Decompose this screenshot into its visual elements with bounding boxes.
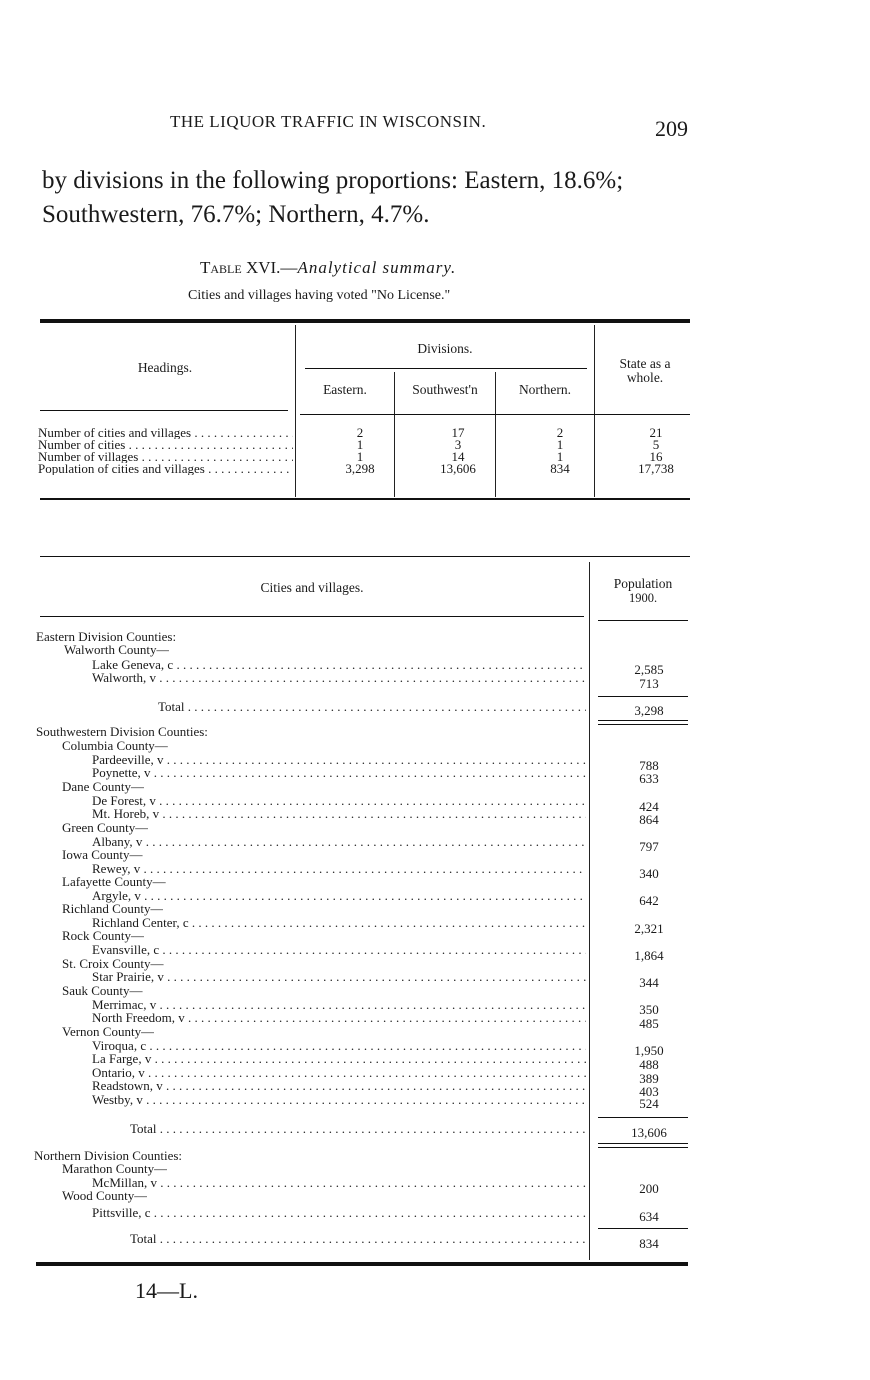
places-underline	[40, 616, 584, 617]
cell-state: 5	[652, 437, 660, 452]
place-population: 340	[639, 866, 659, 881]
total-row: Total . . .	[130, 1232, 586, 1246]
county-heading: Iowa County—	[62, 848, 143, 862]
col-state: State as a whole.	[619, 356, 671, 385]
total-row: Total . . .	[158, 700, 586, 714]
cell-eastern: 2	[356, 425, 364, 440]
place-population: 864	[639, 812, 659, 827]
place-row: McMillan, v . . .	[92, 1176, 586, 1190]
cell-southwest: 3	[454, 437, 462, 452]
cell-northern: 834	[550, 461, 570, 476]
place-population: 2,585	[634, 662, 664, 677]
cell-southwest: 14	[451, 449, 465, 464]
county-heading: Dane County—	[62, 780, 144, 794]
place-population: 642	[639, 893, 659, 908]
table1-top-rule	[40, 319, 690, 323]
table2-bottom-rule	[36, 1262, 688, 1266]
total-population: 13,606	[631, 1125, 667, 1140]
place-population: 485	[639, 1016, 659, 1031]
total-population: 3,298	[634, 703, 664, 718]
place-population: 788	[639, 758, 659, 773]
cell-eastern: 1	[356, 437, 364, 452]
place-population: 200	[639, 1181, 659, 1196]
place-row: Star Prairie, v . . .	[92, 970, 586, 984]
cell-southwest: 13,606	[440, 461, 476, 476]
place-row: Westby, v . . .	[92, 1093, 586, 1107]
cell-eastern: 1	[356, 449, 364, 464]
place-row: Rewey, v . . .	[92, 862, 586, 876]
intro-line-1: by divisions in the following proportions: Eastern, 18.6%;	[42, 167, 624, 194]
col-eastern: Eastern.	[323, 382, 367, 397]
divisions-label: Divisions.	[417, 341, 473, 356]
table1-divider-1	[295, 325, 296, 497]
place-population: 1,864	[634, 948, 664, 963]
place-population: 389	[639, 1071, 659, 1086]
place-row: Argyle, v . . .	[92, 889, 586, 903]
place-row: Viroqua, c . . .	[92, 1039, 586, 1053]
col-southwest: Southwest'n	[412, 382, 478, 397]
col-northern: Northern.	[518, 382, 572, 397]
place-population: 797	[639, 839, 659, 854]
total-population: 834	[639, 1236, 659, 1251]
place-population: 633	[639, 771, 659, 786]
running-head: THE LIQUOR TRAFFIC IN WISCONSIN.	[170, 112, 487, 131]
place-population: 1,950	[634, 1043, 664, 1058]
place-row: Richland Center, c . . .	[92, 916, 586, 930]
place-population: 713	[639, 676, 659, 691]
county-heading: Lafayette County—	[62, 875, 166, 889]
place-row: La Farge, v . . .	[92, 1052, 586, 1066]
cell-state: 17,738	[638, 461, 674, 476]
table2-top-rule	[40, 556, 690, 557]
place-population: 350	[639, 1002, 659, 1017]
section-heading: Northern Division Counties:	[34, 1149, 183, 1163]
section-heading: Eastern Division Counties:	[36, 630, 177, 644]
place-population: 524	[639, 1096, 659, 1111]
signature-mark: 14—L.	[135, 1278, 198, 1303]
county-heading: Marathon County—	[62, 1162, 168, 1176]
cell-state: 21	[649, 425, 663, 440]
place-row: Ontario, v . . .	[92, 1066, 586, 1080]
place-population: 634	[639, 1209, 659, 1224]
place-row: Poynette, v . . .	[92, 766, 586, 780]
county-heading: Wood County—	[62, 1189, 148, 1203]
table1-bottom-rule	[40, 498, 690, 500]
total-rule-2	[598, 724, 688, 725]
page-number: 209	[655, 116, 688, 141]
intro-line-2: Southwestern, 76.7%; Northern, 4.7%.	[42, 201, 430, 228]
row-label: Number of cities and villages . . .	[38, 427, 293, 439]
cell-state: 16	[649, 449, 663, 464]
row-label: Population of cities and villages . . .	[38, 463, 293, 475]
columns-underline	[300, 414, 690, 415]
county-heading: Richland County—	[62, 902, 164, 916]
place-row: Merrimac, v . . .	[92, 998, 586, 1012]
row-label: Number of villages . . .	[38, 451, 293, 463]
table-subtitle: Cities and villages having voted "No License."	[188, 288, 451, 303]
table2-divider	[589, 562, 590, 1260]
subtotal-rule	[598, 1228, 688, 1229]
cell-northern: 1	[556, 437, 564, 452]
section-heading: Southwestern Division Counties:	[36, 725, 208, 739]
cell-eastern: 3,298	[345, 461, 375, 476]
place-row: Albany, v . . .	[92, 835, 586, 849]
county-heading: Green County—	[62, 821, 149, 835]
place-row: De Forest, v . . .	[92, 794, 586, 808]
county-heading: Rock County—	[62, 929, 144, 943]
table-title	[200, 258, 456, 278]
place-row: Lake Geneva, c . . .	[92, 658, 586, 672]
county-heading: Sauk County—	[62, 984, 143, 998]
place-row: Pardeeville, v . . .	[92, 753, 586, 767]
col-places: Cities and villages.	[260, 580, 364, 595]
place-population: 488	[639, 1057, 659, 1072]
table-title-prefix: Table XVI.—	[200, 258, 298, 277]
county-heading: Columbia County—	[62, 739, 168, 753]
place-row: Pittsville, c . . .	[92, 1206, 586, 1220]
total-rule	[598, 720, 688, 721]
place-row: Readstown, v . . .	[92, 1079, 586, 1093]
table-title-italic: Analytical summary.	[297, 258, 457, 277]
place-row: Walworth, v . . .	[92, 671, 586, 685]
headings-label: Headings.	[137, 360, 193, 375]
subtotal-rule	[598, 696, 688, 697]
place-row: Evansville, c . . .	[92, 943, 586, 957]
total-row: Total . . .	[130, 1122, 586, 1136]
county-heading: St. Croix County—	[62, 957, 164, 971]
county-heading: Walworth County—	[64, 643, 170, 657]
total-rule-2	[598, 1147, 688, 1148]
headings-underline	[40, 410, 288, 411]
place-population: 403	[639, 1084, 659, 1099]
place-population: 344	[639, 975, 659, 990]
place-population: 424	[639, 799, 659, 814]
place-row: Mt. Horeb, v . . .	[92, 807, 586, 821]
col-population-year: 1900.	[628, 591, 658, 605]
divisions-underline	[305, 368, 587, 369]
subtotal-rule	[598, 1117, 688, 1118]
cell-northern: 1	[556, 449, 564, 464]
county-heading: Vernon County—	[62, 1025, 155, 1039]
col-population: Population	[613, 576, 673, 591]
place-population: 2,321	[634, 921, 664, 936]
cell-northern: 2	[556, 425, 564, 440]
total-rule	[598, 1143, 688, 1144]
population-underline	[598, 620, 688, 621]
place-row: North Freedom, v . . .	[92, 1011, 586, 1025]
row-label: Number of cities . . .	[38, 439, 293, 451]
cell-southwest: 17	[451, 425, 465, 440]
